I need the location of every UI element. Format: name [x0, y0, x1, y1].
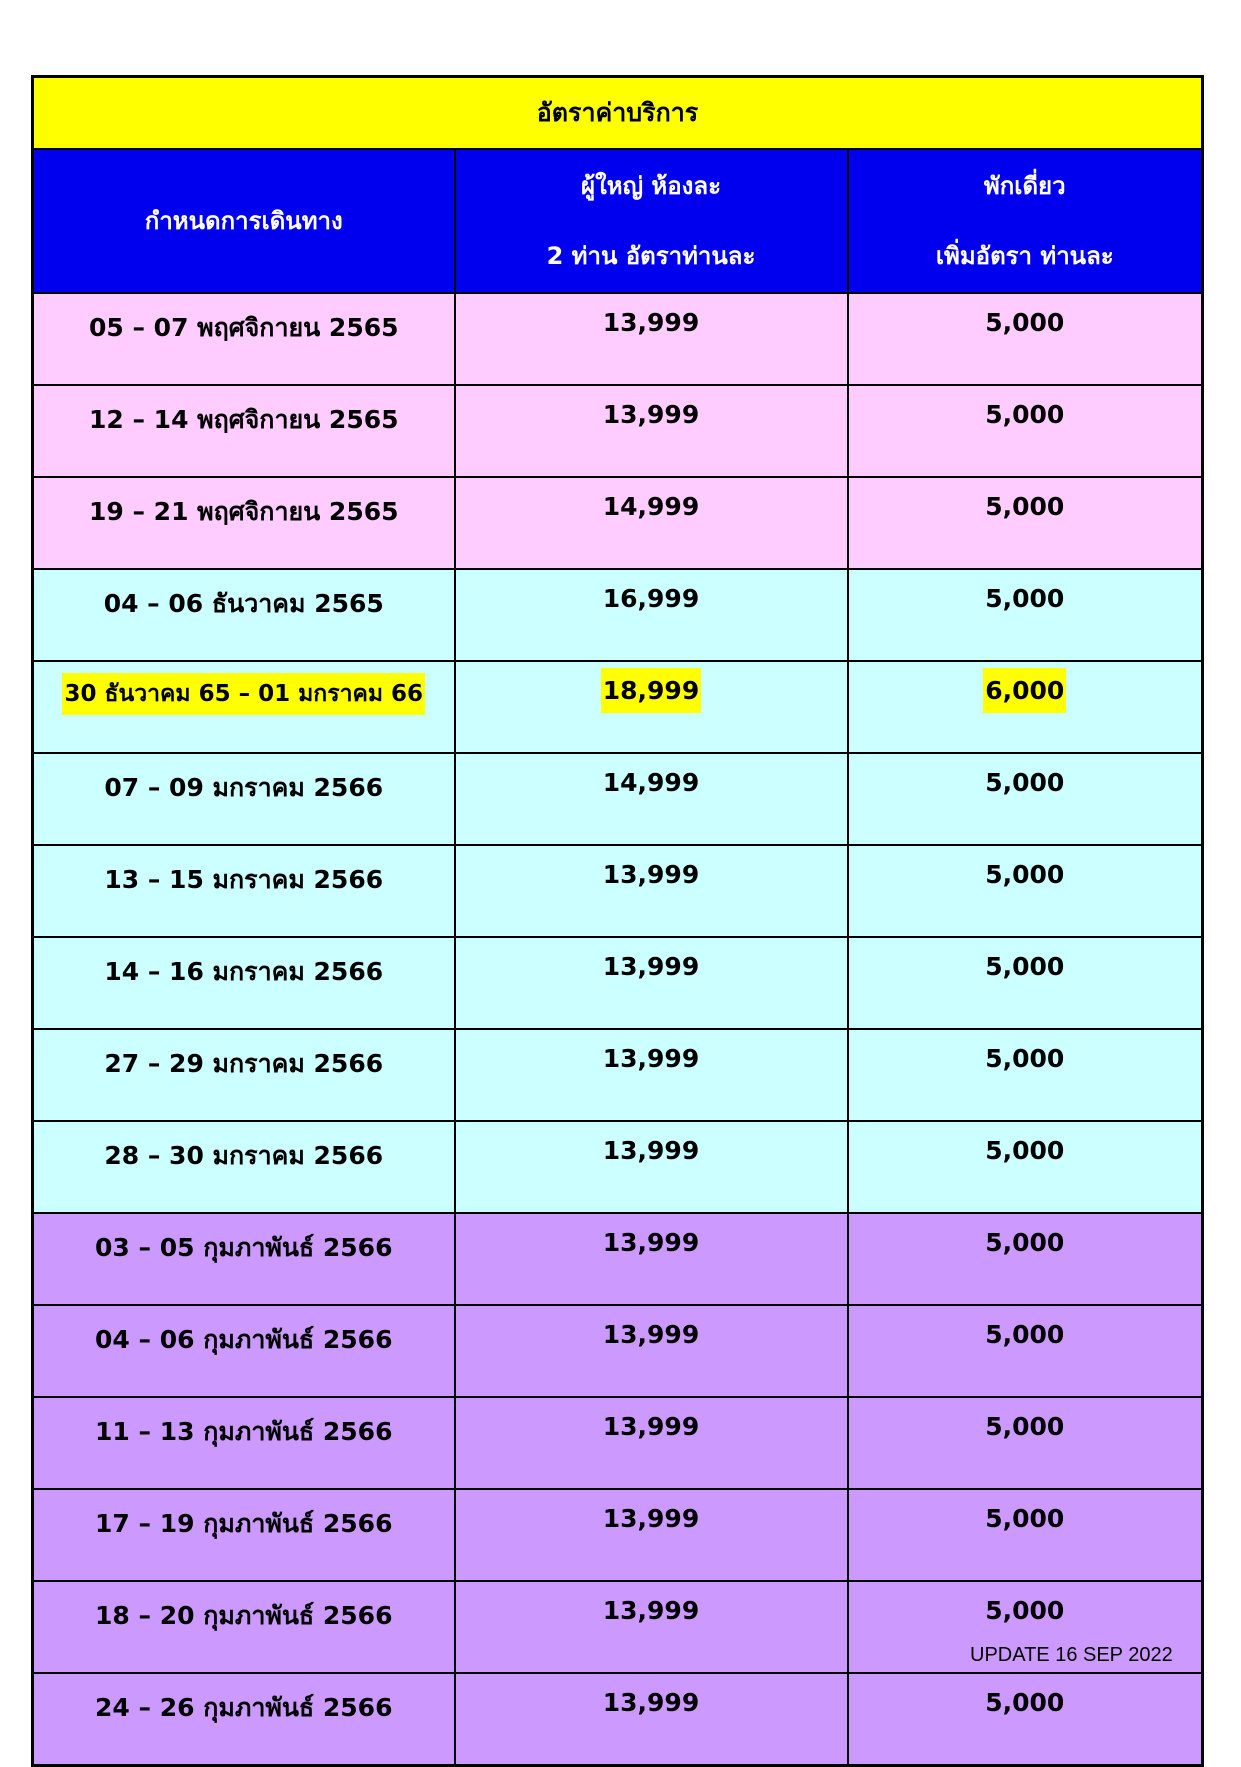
highlighted-date: 30 ธันวาคม 65 – 01 มกราคม 66 [62, 673, 425, 715]
table-row [33, 569, 1203, 661]
adult-price-cell: 13,999 [455, 937, 848, 1029]
table-title: อัตราค่าบริการ [33, 77, 1203, 150]
adult-price-cell: 13,999 [455, 385, 848, 477]
single-supplement-cell: 5,000 [848, 1121, 1203, 1213]
single-supplement-cell: 5,000 [848, 753, 1203, 845]
table-row [33, 385, 1203, 477]
date-cell: 17 – 19 กุมภาพันธ์ 2566 [33, 1489, 455, 1581]
header-single [848, 149, 1203, 293]
rate-table [31, 75, 1204, 1767]
date-cell: 27 – 29 มกราคม 2566 [33, 1029, 455, 1121]
single-supplement-cell: 5,000 [848, 1581, 1203, 1673]
date-cell: 28 – 30 มกราคม 2566 [33, 1121, 455, 1213]
update-note: UPDATE 16 SEP 2022 [970, 1644, 1173, 1666]
table-row [33, 753, 1203, 845]
table-row [33, 1673, 1203, 1766]
single-supplement-cell: 5,000 [848, 477, 1203, 569]
single-supplement-cell: 5,000 [848, 1673, 1203, 1766]
adult-price-cell: 13,999 [455, 1121, 848, 1213]
date-cell [33, 661, 455, 753]
title-row [33, 77, 1203, 150]
adult-price-cell [455, 661, 848, 753]
table-row [33, 1305, 1203, 1397]
adult-price-cell: 13,999 [455, 1489, 848, 1581]
adult-price-cell: 13,999 [455, 1029, 848, 1121]
date-cell: 04 – 06 ธันวาคม 2565 [33, 569, 455, 661]
single-supplement-cell: 5,000 [848, 569, 1203, 661]
header-date [33, 149, 455, 293]
date-cell: 13 – 15 มกราคม 2566 [33, 845, 455, 937]
single-supplement-cell: 5,000 [848, 1213, 1203, 1305]
adult-price-cell: 13,999 [455, 293, 848, 385]
header-date-label: กำหนดการเดินทาง [144, 207, 343, 235]
single-supplement-cell: 5,000 [848, 1489, 1203, 1581]
date-cell: 03 – 05 กุมภาพันธ์ 2566 [33, 1213, 455, 1305]
table-row [33, 477, 1203, 569]
table-row [33, 845, 1203, 937]
table-row-highlighted [33, 661, 1203, 753]
adult-price-cell: 14,999 [455, 477, 848, 569]
table-row [33, 1029, 1203, 1121]
table-row [33, 1489, 1203, 1581]
adult-price-cell: 13,999 [455, 1673, 848, 1766]
date-cell: 05 – 07 พฤศจิกายน 2565 [33, 293, 455, 385]
adult-price-cell: 13,999 [455, 1305, 848, 1397]
date-cell: 07 – 09 มกราคม 2566 [33, 753, 455, 845]
single-supplement-cell [848, 661, 1203, 753]
table-row [33, 1121, 1203, 1213]
header-adult-line2: 2 ท่าน อัตราท่านละ [546, 242, 756, 270]
adult-price-cell: 13,999 [455, 1581, 848, 1673]
date-cell: 11 – 13 กุมภาพันธ์ 2566 [33, 1397, 455, 1489]
table-row [33, 293, 1203, 385]
header-single-line1: พักเดี่ยว [983, 172, 1066, 200]
adult-price-cell: 13,999 [455, 845, 848, 937]
header-single-line2: เพิ่มอัตรา ท่านละ [935, 242, 1114, 270]
table-row [33, 1213, 1203, 1305]
adult-price-cell: 14,999 [455, 753, 848, 845]
header-adult-line1: ผู้ใหญ่ ห้องละ [581, 172, 721, 200]
single-supplement-cell: 5,000 [848, 293, 1203, 385]
date-cell: 19 – 21 พฤศจิกายน 2565 [33, 477, 455, 569]
date-cell: 14 – 16 มกราคม 2566 [33, 937, 455, 1029]
adult-price-cell: 13,999 [455, 1213, 848, 1305]
table-row [33, 937, 1203, 1029]
single-supplement-cell: 5,000 [848, 1397, 1203, 1489]
date-cell: 18 – 20 กุมภาพันธ์ 2566 [33, 1581, 455, 1673]
date-cell: 04 – 06 กุมภาพันธ์ 2566 [33, 1305, 455, 1397]
table-row [33, 1397, 1203, 1489]
highlighted-single-supplement: 6,000 [983, 668, 1066, 713]
single-supplement-cell: 5,000 [848, 1305, 1203, 1397]
adult-price-cell: 13,999 [455, 1397, 848, 1489]
adult-price-cell: 16,999 [455, 569, 848, 661]
header-adult [455, 149, 848, 293]
single-supplement-cell: 5,000 [848, 385, 1203, 477]
date-cell: 12 – 14 พฤศจิกายน 2565 [33, 385, 455, 477]
single-supplement-cell: 5,000 [848, 1029, 1203, 1121]
highlighted-adult-price: 18,999 [601, 668, 701, 713]
single-supplement-cell: 5,000 [848, 845, 1203, 937]
header-row [33, 149, 1203, 293]
single-supplement-cell: 5,000 [848, 937, 1203, 1029]
date-cell: 24 – 26 กุมภาพันธ์ 2566 [33, 1673, 455, 1766]
